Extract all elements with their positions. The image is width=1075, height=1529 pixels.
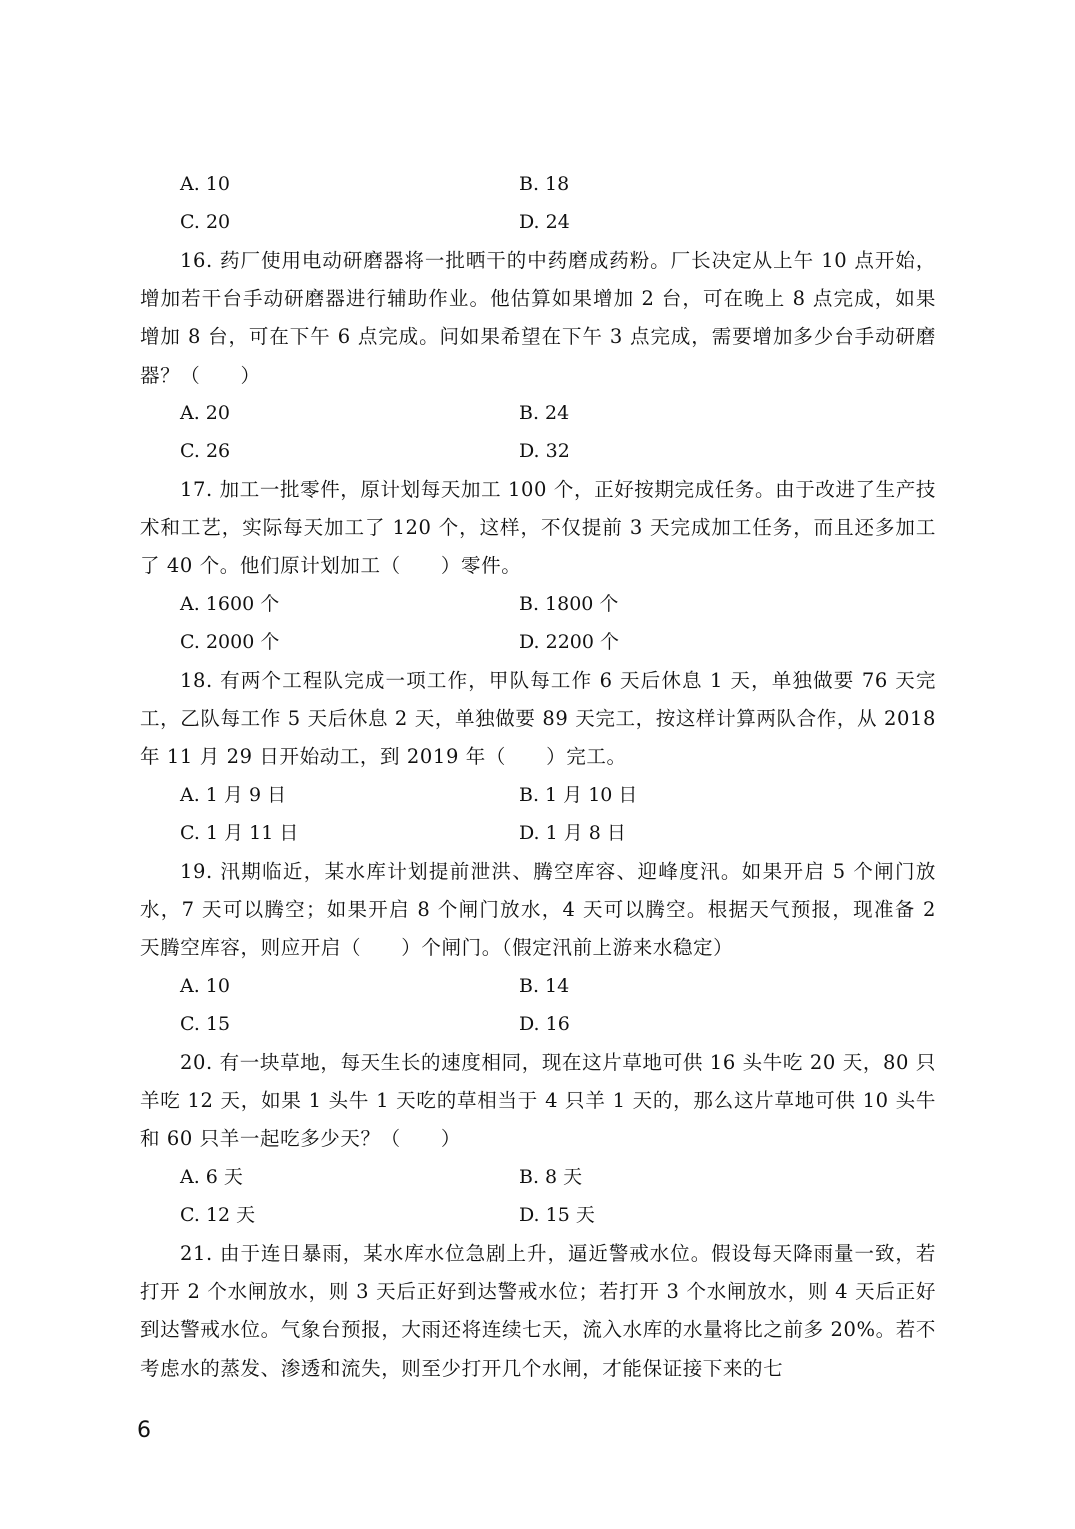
option-d: D. 16 (519, 1013, 570, 1035)
option-row (180, 203, 940, 241)
option-row (180, 585, 940, 623)
option-c: C. 20 (180, 211, 231, 233)
option-a: A. 20 (180, 402, 230, 424)
option-d: D. 15 天 (519, 1204, 595, 1226)
question-20: 20. 有一块草地，每天生长的速度相同，现在这片草地可供 16 头牛吃 20 天，80 只羊吃 12 天，如果 1 头牛 1 天吃的草相当于 4 只羊 1 天的，那么这片草地可供 10 头牛和 60 只羊一起吃多少天？（ ） (140, 1051, 936, 1151)
option-c: C. 1 月 11 日 (180, 822, 299, 844)
option-a: A. 1 月 9 日 (180, 784, 287, 806)
option-b: B. 24 (519, 402, 570, 424)
option-b: B. 14 (519, 975, 570, 997)
option-d: D. 24 (519, 211, 570, 233)
option-row (180, 432, 940, 470)
question-18: 18. 有两个工程队完成一项工作，甲队每工作 6 天后休息 1 天，单独做要 76 天完工，乙队每工作 5 天后休息 2 天，单独做要 89 天完工，按这样计算两队合作，从 2018 年 11 月 29 日开始动工，到 2019 年（ ）完工。 (140, 669, 936, 769)
option-c: C. 2000 个 (180, 631, 280, 653)
question-16: 16. 药厂使用电动研磨器将一批晒干的中药磨成药粉。厂长决定从上午 10 点开始，增加若干台手动研磨器进行辅助作业。他估算如果增加 2 台，可在晚上 8 点完成，如果增加 8 台，可在下午 6 点完成。问如果希望在下午 3 点完成，需要增加多少台手动研磨器？（ ） (140, 249, 936, 387)
option-c: C. 26 (180, 440, 231, 462)
option-row (180, 1196, 940, 1234)
option-c: C. 12 天 (180, 1204, 256, 1226)
option-a: A. 1600 个 (180, 593, 280, 615)
option-c: C. 15 (180, 1013, 231, 1035)
option-row (180, 776, 940, 814)
option-row (180, 165, 940, 203)
option-b: B. 1 月 10 日 (519, 784, 638, 806)
option-b: B. 1800 个 (519, 593, 619, 615)
option-row (180, 623, 940, 661)
option-row (180, 1158, 940, 1196)
option-d: D. 32 (519, 440, 570, 462)
option-row (180, 1005, 940, 1043)
option-a: A. 10 (180, 173, 230, 195)
option-d: D. 1 月 8 日 (519, 822, 626, 844)
option-d: D. 2200 个 (519, 631, 620, 653)
question-21: 21. 由于连日暴雨，某水库水位急剧上升，逼近警戒水位。假设每天降雨量一致，若打开 2 个水闸放水，则 3 天后正好到达警戒水位；若打开 3 个水闸放水，则 4 天后正好到达警戒水位。气象台预报，大雨还将连续七天，流入水库的水量将比之前多 20%。若不考虑水的蒸发、渗透和流失，则至少打开几个水闸，才能保证接下来的七 (140, 1242, 936, 1380)
option-row (180, 814, 940, 852)
option-b: B. 18 (519, 173, 570, 195)
question-19: 19. 汛期临近，某水库计划提前泄洪、腾空库容、迎峰度汛。如果开启 5 个闸门放水，7 天可以腾空；如果开启 8 个闸门放水，4 天可以腾空。根据天气预报，现准备 2 天腾空库容，则应开启（ ）个闸门。（假定汛前上游来水稳定） (140, 860, 936, 960)
option-a: A. 10 (180, 975, 230, 997)
option-row (180, 394, 940, 432)
page-number: 6 (137, 1418, 151, 1443)
question-17: 17. 加工一批零件，原计划每天加工 100 个，正好按期完成任务。由于改进了生产技术和工艺，实际每天加工了 120 个，这样，不仅提前 3 天完成加工任务，而且还多加工了 40 个。他们原计划加工（ ）零件。 (140, 478, 936, 578)
option-b: B. 8 天 (519, 1166, 583, 1188)
option-a: A. 6 天 (180, 1166, 243, 1188)
option-row (180, 967, 940, 1005)
